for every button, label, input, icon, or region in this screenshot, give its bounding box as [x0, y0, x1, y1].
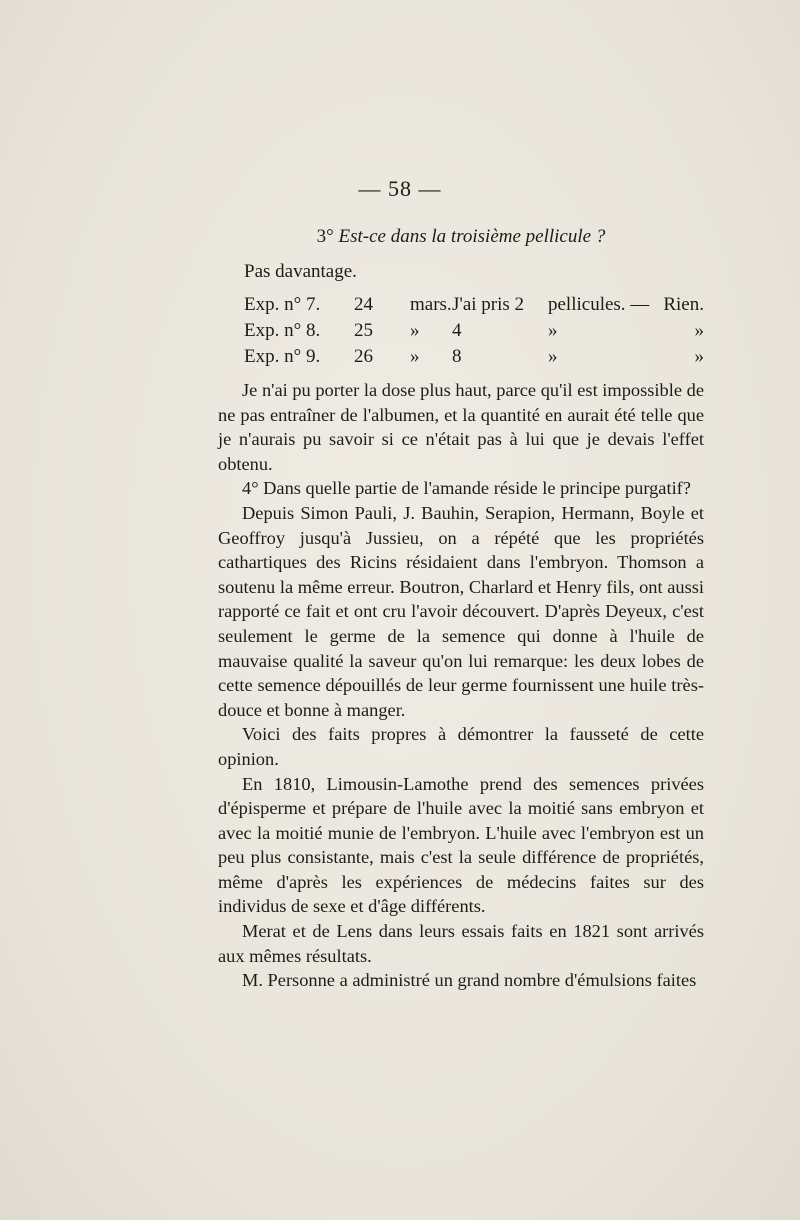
paragraph-limousin: En 1810, Limousin-Lamothe prend des semences privées d'épisperme et prépare de l'huile avec la moitié sans embryon et avec la moitié munie de l'embryon. L'huile avec l'embryon est un peu plus consistante, mais c'est la seule différence de propriétés, même d'après les expériences de médecins faites sur des individus de sexe et d'âge différents.: [218, 773, 704, 917]
experiment-row: [244, 294, 704, 320]
experiment-count: J'ai pris 2: [452, 294, 525, 315]
experiment-day: 26: [354, 346, 373, 367]
experiment-day: 24: [354, 294, 373, 315]
experiment-label: Exp. n° 7.: [244, 294, 321, 315]
experiment-count: 8: [452, 346, 462, 367]
experiment-result: »: [694, 320, 704, 341]
experiment-unit: »: [548, 346, 558, 367]
experiment-day: 25: [354, 320, 373, 341]
paragraph-personne: M. Personne a administré un grand nombre d'émulsions faites: [242, 970, 697, 991]
section-number: 3°: [316, 226, 334, 247]
experiment-unit: pellicules. —: [548, 294, 650, 315]
section-title: Est-ce dans la troisième pellicule ?: [338, 226, 606, 247]
experiment-row: [244, 320, 704, 346]
experiment-result: »: [694, 346, 704, 367]
experiment-result: Rien.: [663, 294, 704, 315]
experiment-count: 4: [452, 320, 462, 341]
body-text: [218, 378, 704, 993]
section-heading: [218, 226, 704, 248]
lead-sentence: Pas davantage.: [244, 261, 357, 282]
paragraph-history: Depuis Simon Pauli, J. Bauhin, Serapion, Hermann, Boyle et Geoffroy jusqu'à Jussieu, on a répété que les propriétés cathartiques des Ricins résidaient dans l'embryon. Thomson a soutenu la même erreur. Boutron, Charlard et Henry fils, ont aussi rapporté ce fait et ont cru l'avoir découvert. D'après Deyeux, c'est seulement le germe de la semence qui donne à l'huile de mauvaise qualité la saveur qu'on lui remarque: les deux lobes de cette semence dépouillés de leur germe fournissent une huile très-douce et bonne à manger.: [218, 502, 704, 720]
experiment-label: Exp. n° 8.: [244, 320, 321, 341]
page-number: — 58 —: [358, 176, 442, 201]
paragraph-merat: Merat et de Lens dans leurs essais faits en 1821 sont arrivés aux mêmes résultats.: [218, 921, 704, 966]
experiment-row: [244, 346, 704, 372]
experiment-month: »: [410, 346, 420, 367]
paragraph-question-4: 4° Dans quelle partie de l'amande réside le principe purgatif?: [242, 478, 691, 499]
experiment-month: mars.: [410, 294, 452, 315]
paragraph-refutation: Voici des faits propres à démontrer la fausseté de cette opinion.: [218, 724, 704, 769]
paragraph-dose: Je n'ai pu porter la dose plus haut, parce qu'il est impossible de ne pas entraîner de l'albumen, et la quantité en aurait été telle que je n'aurais pu savoir si ce n'était pas à lui que je devais l'effet obtenu.: [218, 380, 704, 474]
experiment-unit: »: [548, 320, 558, 341]
experiment-table: [244, 294, 704, 372]
experiment-label: Exp. n° 9.: [244, 346, 321, 367]
experiment-month: »: [410, 320, 420, 341]
